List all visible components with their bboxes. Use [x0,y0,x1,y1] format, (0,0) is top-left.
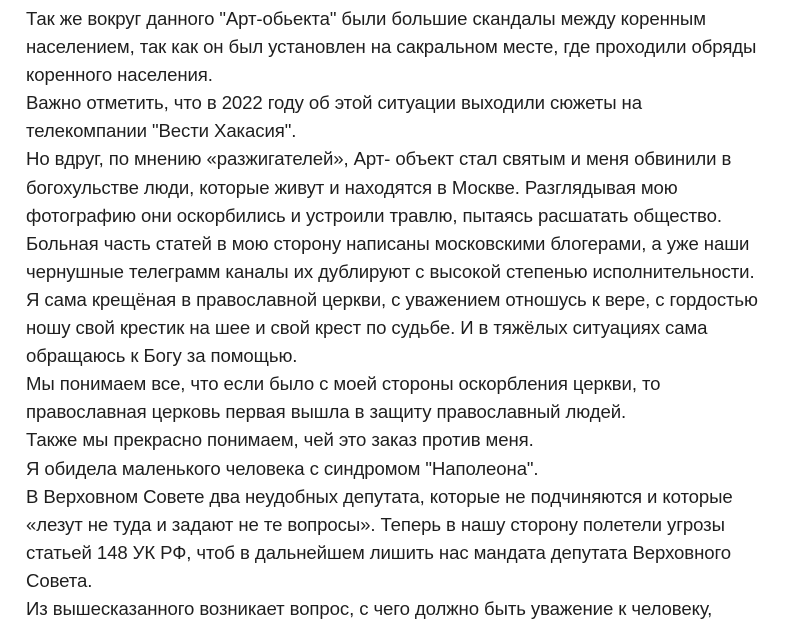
text-line: Из вышесказанного возникает вопрос, с чего должно быть уважение к человеку, [26,597,713,619]
text-line: Важно отметить, что в 2022 году об этой ситуации выходили сюжеты на [26,92,642,114]
text-line: Также мы прекрасно понимаем, чей это заказ против меня. [26,429,534,451]
text-line: телекомпании "Вести Хакасия". [26,120,297,142]
text-line: Мы понимаем все, что если было с моей стороны оскорбления церкви, то [26,373,661,395]
text-line: фотографию они оскорбились и устроили травлю, пытаясь расшатать общество. [26,204,722,226]
text-line: коренного населения. [26,64,213,86]
text-line: Совета. [26,569,93,591]
article-text [26,5,786,623]
text-line: богохульстве люди, которые живут и находятся в Москве. Разглядывая мою [26,176,678,198]
text-line: населением, так как он был установлен на сакральном месте, где проходили обряды [26,36,757,58]
text-line: Но вдруг, по мнению «разжигателей», Арт- объект стал святым и меня обвинили в [26,148,732,170]
text-line: ношу свой крестик на шее и свой крест по судьбе. И в тяжёлых ситуациях сама [26,317,708,339]
text-line: Так же вокруг данного "Арт-обьекта" были большие скандалы между коренным [26,8,706,29]
text-line: Я обидела маленького человека с синдромом "Наполеона". [26,457,539,479]
text-line: Я сама крещёная в православной церкви, с уважением отношусь к вере, с гордостью [26,288,758,310]
text-line: чернушные телеграмм каналы их дублируют с высокой степенью исполнительности. [26,260,755,282]
text-line: статьей 148 УК РФ, чтоб в дальнейшем лишить нас мандата депутата Верховного [26,541,731,563]
text-line: православная церковь первая вышла в защиту православный людей. [26,401,627,423]
text-line: обращаюсь к Богу за помощью. [26,345,298,367]
text-line: «лезут не туда и задают не те вопросы». Теперь в нашу сторону полетели угрозы [26,513,725,535]
text-line: Больная часть статей в мою сторону написаны московскими блогерами, а уже наши [26,232,750,254]
text-line: В Верховном Совете два неудобных депутата, которые не подчиняются и которые [26,485,733,507]
